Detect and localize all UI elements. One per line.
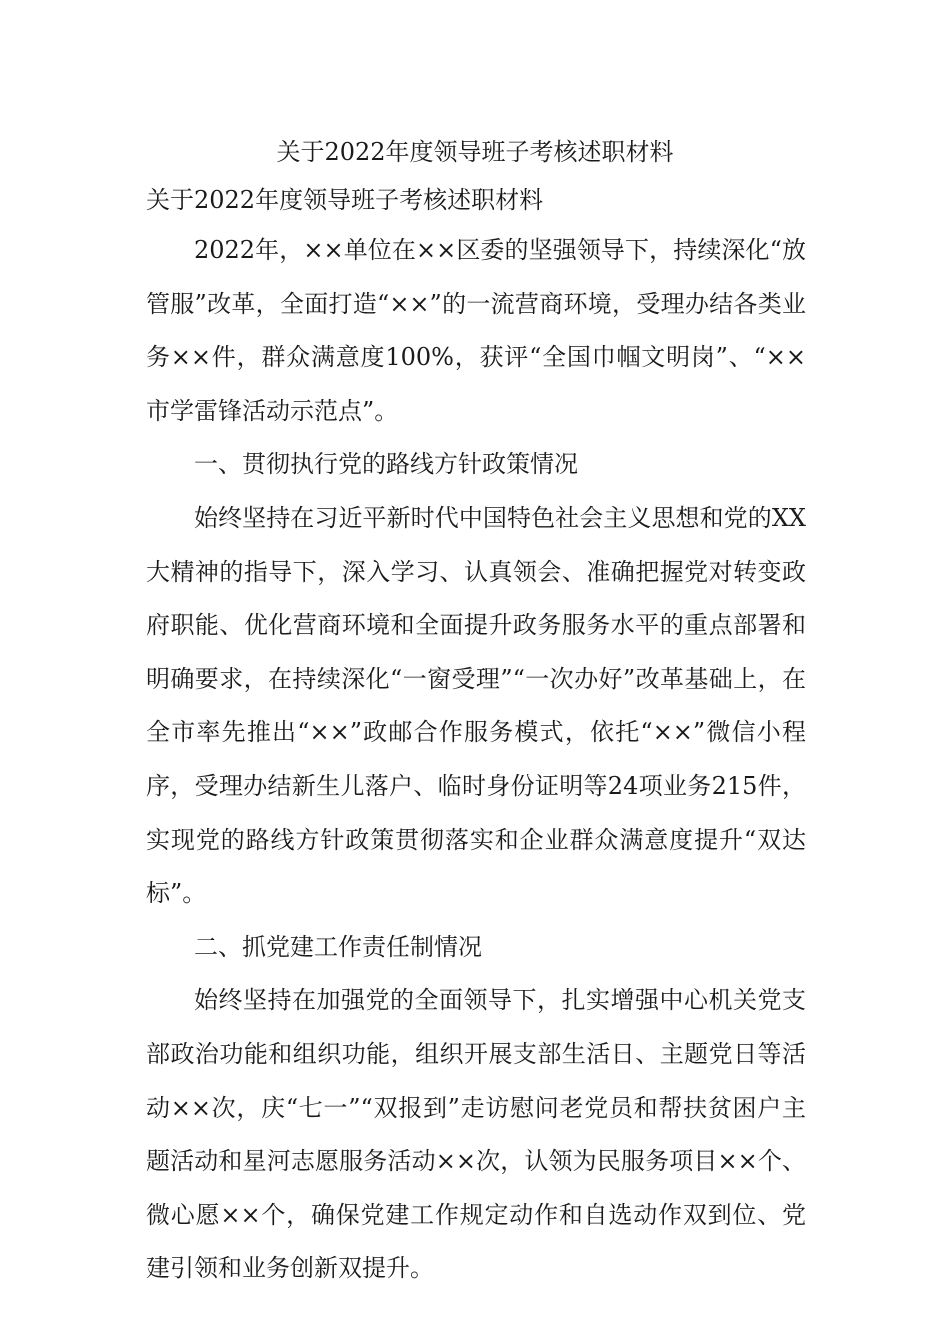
document-title: 关于2022年度领导班子考核述职材料: [276, 138, 674, 166]
document-body: [146, 224, 806, 1296]
section-paragraph-2: 始终坚持在加强党的全面领导下，扎实增强中心机关党支部政治功能和组织功能，组织开展支部生活日、主题党日等活动××次，庆“七一”“双报到”走访慰问老党员和帮扶贫困户主题活动和星河志愿服务活动××次，认领为民服务项目××个、微心愿××个，确保党建工作规定动作和自选动作双到位、党建引领和业务创新双提升。: [146, 986, 806, 1283]
section-paragraph-1: 始终坚持在习近平新时代中国特色社会主义思想和党的XX大精神的指导下，深入学习、认真领会、准确把握党对转变政府职能、优化营商环境和全面提升政务服务水平的重点部署和明确要求，在持续深化“一窗受理”“一次办好”改革基础上，在全市率先推出“××”政邮合作服务模式，依托“××”微信小程序，受理办结新生儿落户、临时身份证明等24项业务215件，实现党的路线方针政策贯彻落实和企业群众满意度提升“双达标”。: [146, 503, 806, 908]
document-subtitle: 关于2022年度领导班子考核述职材料: [146, 186, 544, 214]
section-heading-2: 二、抓党建工作责任制情况: [194, 932, 482, 961]
section-heading-1: 一、贯彻执行党的路线方针政策情况: [194, 450, 578, 479]
intro-paragraph: 2022年，××单位在××区委的坚强领导下，持续深化“放管服”改革，全面打造“××”的一流营商环境，受理办结各类业务××件，群众满意度100%，获评“全国巾帼文明岗”、“××市学雷锋活动示范点”。: [146, 236, 806, 425]
